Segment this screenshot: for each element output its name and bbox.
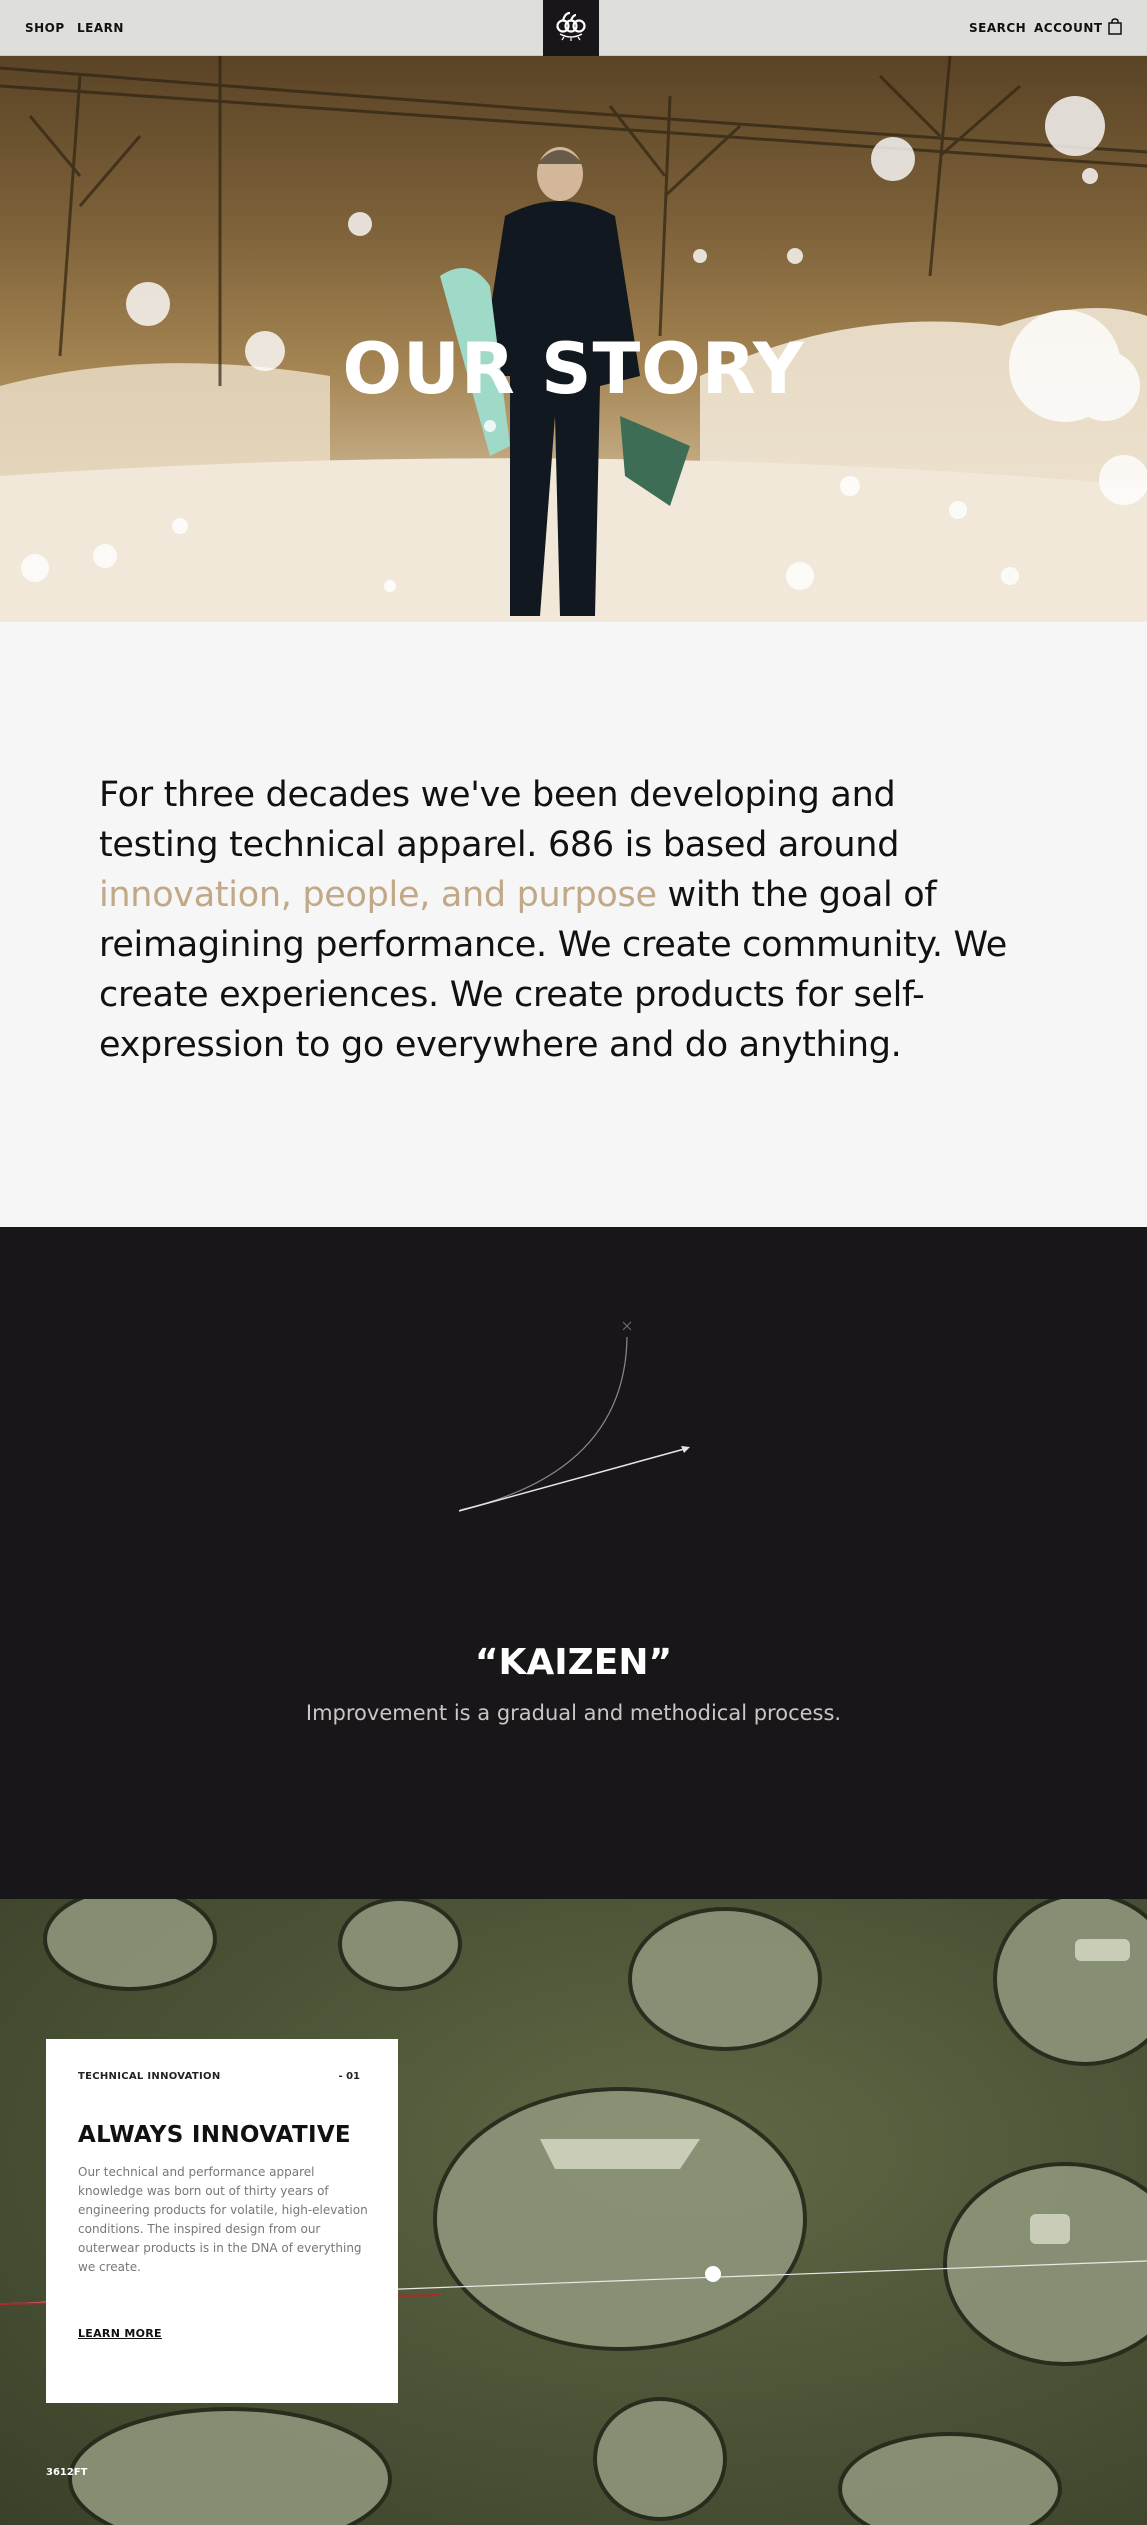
hero-title: OUR STORY (342, 328, 805, 410)
intro-text-before: For three decades we've been developing and testing technical apparel. 686 is based around (99, 775, 900, 865)
innovation-card (46, 2039, 398, 2403)
intro-accent-text: innovation, people, and purpose (99, 875, 657, 915)
logo-mark-icon (543, 0, 599, 56)
nav-shop-link[interactable]: SHOP (25, 21, 65, 35)
intro-text-after: with the goal of reimagining performance. We create community. We create experiences. We create products for self-expression to go everywhere and do anything. (99, 875, 1007, 1065)
card-body: Our technical and performance apparel knowledge was born out of thirty years of engineering products for volatile, high-elevation conditions. The inspired design from our outerwear products is in the DNA of everything we create. (78, 2165, 368, 2274)
intro-paragraph (99, 770, 1019, 1070)
card-number: - 01 (338, 2071, 360, 2082)
top-nav (0, 0, 1147, 56)
close-icon (623, 1322, 631, 1330)
kaizen-section (0, 1227, 1147, 1899)
cart-icon[interactable] (1108, 18, 1122, 35)
nav-search-link[interactable]: SEARCH (969, 21, 1027, 35)
kaizen-subtitle: Improvement is a gradual and methodical process. (305, 1701, 842, 1725)
timeline-handle[interactable] (705, 2266, 721, 2282)
logo[interactable] (543, 0, 599, 56)
learn-more-link[interactable]: LEARN MORE (78, 2327, 162, 2340)
card-eyebrow: TECHNICAL INNOVATION (78, 2071, 221, 2082)
curve-line (460, 1337, 627, 1510)
card-title: ALWAYS INNOVATIVE (78, 2122, 351, 2148)
kaizen-diagram (0, 1227, 1147, 1527)
innovation-section (0, 1899, 1147, 2525)
kaizen-title: “KAIZEN” (474, 1642, 673, 1683)
hero-banner (0, 56, 1147, 622)
nav-learn-link[interactable]: LEARN (77, 21, 124, 35)
nav-account-link[interactable]: ACCOUNT (1034, 21, 1103, 35)
altitude-label: 3612FT (46, 2467, 88, 2478)
intro-section (0, 622, 1147, 1227)
